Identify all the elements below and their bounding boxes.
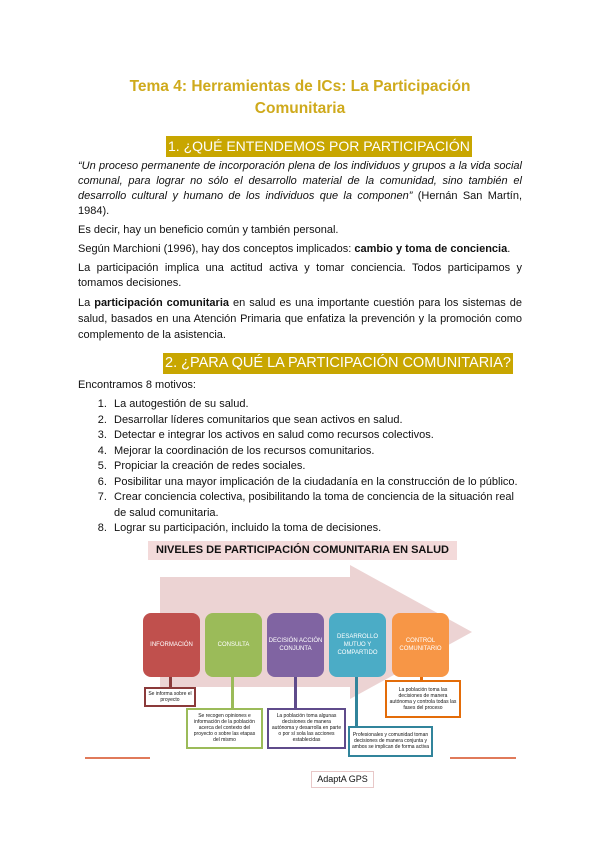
text: y (392, 243, 406, 255)
participation-levels-diagram (0, 541, 600, 757)
level-description: Se informa sobre el proyecto (144, 687, 196, 707)
connector-line (355, 677, 358, 726)
paragraph-3: La participación implica una actitud activa y tomar conciencia. Todos participamos y tomamos decisiones. (78, 262, 522, 289)
paragraph-1: Es decir, hay un beneficio común y también personal. (78, 224, 339, 236)
paragraph-2 (78, 242, 522, 257)
bold-term: toma de conciencia (405, 243, 508, 255)
text: . (507, 243, 511, 255)
level-box-informacion: INFORMACIÓN (143, 613, 200, 677)
list-item: 3. Detectar e integrar los activos en salud como recursos colectivos. (110, 428, 522, 444)
paragraph-4 (78, 295, 522, 343)
document-title (0, 76, 600, 120)
connector-line (231, 677, 234, 708)
level-box-consulta: CONSULTA (205, 613, 262, 677)
level-box-control: CONTROL COMUNITARIO (392, 613, 449, 677)
footer-rule (450, 757, 516, 759)
bold-term: participación comunitaria (94, 297, 230, 309)
level-description: La población toma las decisiones de manera autónoma y controla todas las fases del proceso (385, 680, 461, 718)
text: en salud es una importante cuestión para los sistemas de salud, basados en una Atención Primaria que enfatiza la prevención y la promoción como complemento de la asistencia. (78, 297, 522, 341)
title-line-2: Comunitaria (254, 100, 346, 117)
diagram-title: NIVELES DE PARTICIPACIÓN COMUNITARIA EN SALUD (148, 541, 457, 560)
page-footer (0, 757, 600, 791)
list-item: 2. Desarrollar líderes comunitarios que sean activos en salud. (110, 413, 522, 429)
level-description: La población toma algunas decisiones de manera autónoma y desarrolla en parte o por sí sola las acciones establecidas (267, 708, 346, 749)
connector-line (169, 677, 172, 687)
list-item: 5. Propiciar la creación de redes sociales. (110, 459, 522, 475)
bold-term: cambio (354, 243, 393, 255)
list-item: 1. La autogestión de su salud. (110, 397, 522, 413)
quote-text: “Un proceso permanente de incorporación plena de los individuos y grupos a la vida social comunal, para lograr no sólo el desarrollo material de la comunidad, sino también el desarrollo cultural y humano de los individuos que la componen” (78, 160, 522, 202)
list-item: 6. Posibilitar una mayor implicación de la ciudadanía en la construcción de lo público. (110, 475, 522, 491)
definition-quote (78, 159, 522, 219)
motives-intro: Encontramos 8 motivos: (78, 379, 196, 391)
section-2-heading-wrap (163, 353, 600, 374)
document-body (0, 159, 600, 791)
level-description: Profesionales y comunidad toman decisiones de manera conjunta y ambos se implican de forma activa (348, 726, 433, 757)
list-item: 7. Crear conciencia colectiva, posibilitando la toma de conciencia de la situación real de salud comunitaria. (110, 490, 522, 521)
section-2-heading: 2. ¿PARA QUÉ LA PARTICIPACIÓN COMUNITARIA? (163, 353, 513, 374)
footer-rule (85, 757, 150, 759)
level-description: Se recogen opiniones e información de la población acerca del contexto del proyecto o sobre las etapas del mismo (186, 708, 263, 749)
list-item: 8. Lograr su participación, incluido la toma de decisiones. (110, 521, 522, 537)
text: Según Marchioni (1996), hay dos conceptos implicados: (78, 243, 355, 255)
level-box-desarrollo: DESARROLLO MUTUO Y COMPARTIDO (329, 613, 386, 677)
level-box-decision: DECISIÓN ACCIÓN CONJUNTA (267, 613, 324, 677)
title-line-1: Tema 4: Herramientas de ICs: La Participación (129, 78, 471, 95)
section-1-heading: 1. ¿QUÉ ENTENDEMOS POR PARTICIPACIÓN (166, 136, 472, 157)
footer-label: AdaptA GPS (311, 771, 374, 788)
text: La (78, 297, 95, 309)
quote-source: (Hernán San Martín, 1984). (78, 190, 523, 217)
list-item: 4. Mejorar la coordinación de los recursos comunitarios. (110, 444, 522, 460)
connector-line (294, 677, 297, 708)
motives-list (78, 397, 522, 537)
